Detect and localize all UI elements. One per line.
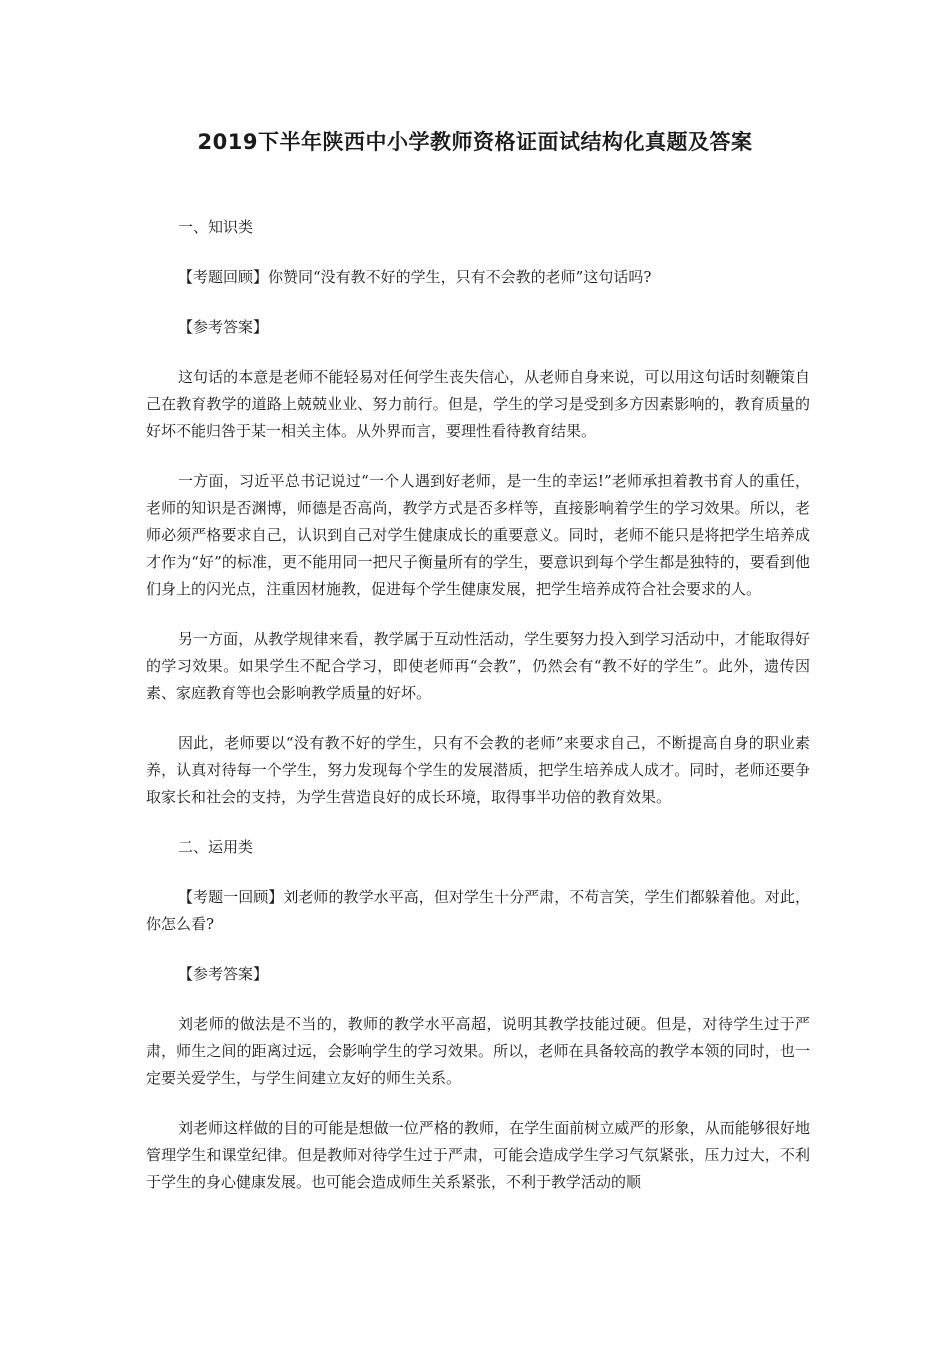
section-heading-knowledge: 一、知识类 xyxy=(178,218,254,236)
answer-paragraph: 因此，老师要以“没有教不好的学生，只有不会教的老师”来要求自己，不断提高自身的职业素养，认真对待每一个学生，努力发现每个学生的发展潜质，把学生培养成人成才。同时，老师还要争取家长和社会的支持，为学生营造良好的成长环境，取得事半功倍的教育效果。 xyxy=(146,734,810,806)
answer-label: 【参考答案】 xyxy=(178,965,269,983)
answer-paragraph: 这句话的本意是老师不能轻易对任何学生丧失信心，从老师自身来说，可以用这句话时刻鞭策自己在教育教学的道路上兢兢业业、努力前行。但是，学生的学习是受到多方因素影响的，教育质量的好坏不能归咎于某一相关主体。从外界而言，要理性看待教育结果。 xyxy=(146,368,810,440)
answer-label: 【参考答案】 xyxy=(178,318,269,336)
question-review: 【考题一回顾】刘老师的教学水平高，但对学生十分严肃，不苟言笑，学生们都躲着他。对此，你怎么看? xyxy=(146,888,810,933)
answer-paragraph: 刘老师的做法是不当的，教师的教学水平高超，说明其教学技能过硬。但是，对待学生过于严肃，师生之间的距离过远，会影响学生的学习效果。所以，老师在具备较高的教学本领的同时，也一定要关爱学生，与学生间建立友好的师生关系。 xyxy=(146,1015,810,1087)
answer-paragraph: 刘老师这样做的目的可能是想做一位严格的教师，在学生面前树立威严的形象，从而能够很好地管理学生和课堂纪律。但是教师对待学生过于严肃，可能会造成学生学习气氛紧张，压力过大，不利于学生的身心健康发展。也可能会造成师生关系紧张，不利于教学活动的顺 xyxy=(146,1119,810,1191)
document-body xyxy=(146,214,810,1196)
answer-paragraph: 一方面，习近平总书记说过“一个人遇到好老师，是一生的幸运!”老师承担着教书育人的重任，老师的知识是否渊博，师德是否高尚，教学方式是否多样等，直接影响着学生的学习效果。所以，老师必须严格要求自己，认识到自己对学生健康成长的重要意义。同时，老师不能只是将把学生培养成才作为“好”的标准，更不能用同一把尺子衡量所有的学生，要意识到每个学生都是独特的，要看到他们身上的闪光点，注重因材施教，促进每个学生健康发展，把学生培养成符合社会要求的人。 xyxy=(146,472,810,598)
question-review: 【考题回顾】你赞同“没有教不好的学生，只有不会教的老师”这句话吗? xyxy=(178,268,652,286)
document-title: 2019下半年陕西中小学教师资格证面试结构化真题及答案 xyxy=(197,130,753,154)
section-heading-application: 二、运用类 xyxy=(178,838,254,856)
answer-paragraph: 另一方面，从教学规律来看，教学属于互动性活动，学生要努力投入到学习活动中，才能取得好的学习效果。如果学生不配合学习，即使老师再“会教”，仍然会有“教不好的学生”。此外，遗传因素、家庭教育等也会影响教学质量的好坏。 xyxy=(146,630,810,702)
